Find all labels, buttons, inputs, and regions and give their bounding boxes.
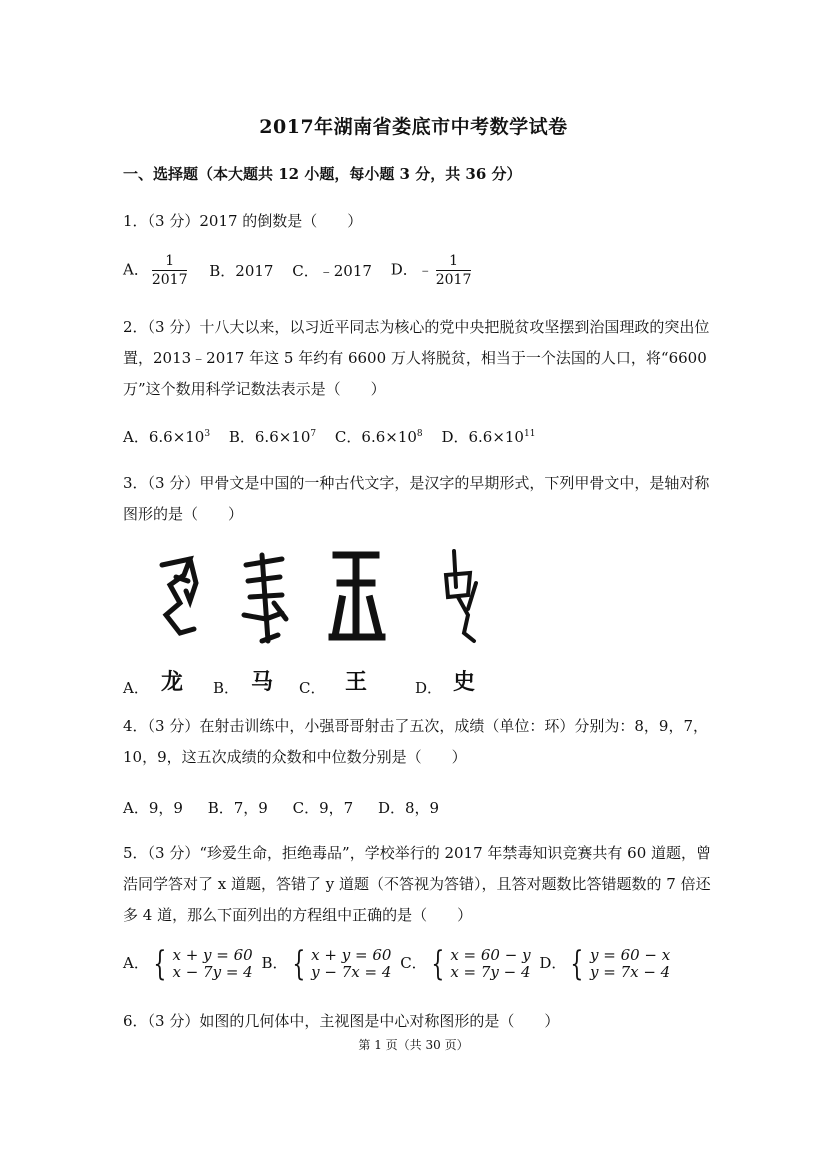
option-a[interactable] <box>123 944 253 984</box>
option-text: A．6.6×10 <box>123 428 205 446</box>
brace: { <box>431 944 444 984</box>
option-b[interactable]: B． <box>213 679 240 697</box>
option-a-character: 龙 <box>161 670 184 695</box>
question-4-stem: 4．（3 分）在射击训练中，小强哥哥射击了五次，成绩（单位：环）分别为：8，9，7，10，9，这五次成绩的众数和中位数分别是（ ） <box>123 717 708 766</box>
option-b[interactable]: B．2017 <box>209 262 274 280</box>
option-a[interactable]: A． <box>123 679 149 697</box>
option-c[interactable] <box>400 944 531 984</box>
numerator: 1 <box>436 252 472 271</box>
option-d[interactable]: D． <box>415 679 443 697</box>
equation: x + y = 60 <box>172 946 253 964</box>
fraction <box>152 252 188 289</box>
equation-system <box>566 944 671 984</box>
brace: { <box>570 944 584 984</box>
section-heading: 一、选择题（本大题共 12 小题，每小题 3 分，共 36 分） <box>123 165 522 183</box>
option-d[interactable] <box>391 252 475 289</box>
brace: { <box>291 944 305 984</box>
option-text: C．6.6×10 <box>334 428 417 446</box>
option-label: A． <box>123 954 149 972</box>
option-c[interactable]: C．9，7 <box>292 799 354 817</box>
denominator: 2017 <box>435 272 472 288</box>
option-b-character: 马 <box>251 670 274 695</box>
option-a[interactable]: A．9，9 <box>123 799 183 817</box>
exponent: 7 <box>310 429 317 439</box>
equation: y − 7x = 4 <box>311 963 392 981</box>
equation: y = 7x − 4 <box>590 963 671 981</box>
oracle-glyph-ma[interactable] <box>244 555 286 641</box>
exponent: 3 <box>204 429 211 439</box>
page-footer: 第 1 页（共 30 页） <box>358 1038 469 1052</box>
question-6-stem: 6．（3 分）如图的几何体中，主视图是中心对称图形的是（ ） <box>123 1012 560 1030</box>
option-c[interactable]: C． <box>299 679 326 697</box>
question-2-options <box>123 426 549 447</box>
page-title: 2017年湖南省娄底市中考数学试卷 <box>259 116 568 138</box>
denominator: 2017 <box>151 272 188 288</box>
fraction <box>436 252 472 289</box>
question-3-stem: 3．（3 分）甲骨文是中国的一种古代文字，是汉字的早期形式，下列甲骨文中，是轴对称图形的是（ ） <box>123 474 710 523</box>
option-d[interactable] <box>441 426 535 447</box>
equation: x = 7y − 4 <box>450 963 531 981</box>
question-5-options <box>123 944 684 984</box>
question-2-stem: 2．（3 分）十八大以来，以习近平同志为核心的党中央把脱贫攻坚摆到治国理政的突出位置，2013﹣2017 年这 5 年约有 6600 万人将脱贫，相当于一个法国的人口，将“6600 万”这个数用科学记数法表示是（ ） <box>123 318 710 398</box>
option-c[interactable]: C．﹣2017 <box>292 262 372 280</box>
equation: y = 60 − x <box>590 946 671 964</box>
option-a[interactable] <box>123 426 210 447</box>
option-label: B． <box>261 954 288 972</box>
brace: { <box>153 944 167 984</box>
equation-system <box>149 944 253 984</box>
option-label: D． <box>539 954 567 972</box>
option-c[interactable] <box>335 426 423 447</box>
exponent: 8 <box>416 429 423 439</box>
equation-system <box>288 944 392 984</box>
equation: x = 60 − y <box>450 946 531 964</box>
question-4-options <box>123 797 453 818</box>
option-d[interactable] <box>539 944 671 984</box>
oracle-glyph-wang[interactable] <box>332 555 382 637</box>
numerator: 1 <box>152 252 188 271</box>
option-d-character: 史 <box>453 670 476 695</box>
option-label: C． <box>400 954 427 972</box>
question-1-stem: 1．（3 分）2017 的倒数是（ ） <box>123 212 363 230</box>
question-5-stem: 5．（3 分）“珍爱生命，拒绝毒品”，学校举行的 2017 年禁毒知识竞赛共有 60 道题，曾浩同学答对了 x 道题，答错了 y 道题（不答视为答错），且答对题数比答错题数的 7 倍还多 4 道，那么下面列出的方程组中正确的是（ ） <box>123 844 712 924</box>
oracle-glyph-long[interactable] <box>162 559 196 633</box>
exponent: 11 <box>523 429 536 439</box>
oracle-bone-glyphs <box>150 545 510 645</box>
option-d[interactable]: D．8，9 <box>377 799 440 817</box>
equation-system <box>427 944 531 984</box>
option-label: A． <box>123 260 149 279</box>
option-b[interactable] <box>229 426 316 447</box>
option-b[interactable] <box>261 944 392 984</box>
option-text: B．6.6×10 <box>228 428 311 446</box>
option-text: D．6.6×10 <box>441 428 524 446</box>
oracle-glyph-shi[interactable] <box>446 551 476 641</box>
option-b[interactable]: B．7，9 <box>207 799 268 817</box>
question-1-options <box>123 252 488 289</box>
option-c-character: 王 <box>345 670 368 695</box>
equation: x + y = 60 <box>311 946 392 964</box>
option-label: D．﹣ <box>390 260 433 279</box>
option-a[interactable] <box>123 252 190 289</box>
equation: x − 7y = 4 <box>172 963 253 981</box>
